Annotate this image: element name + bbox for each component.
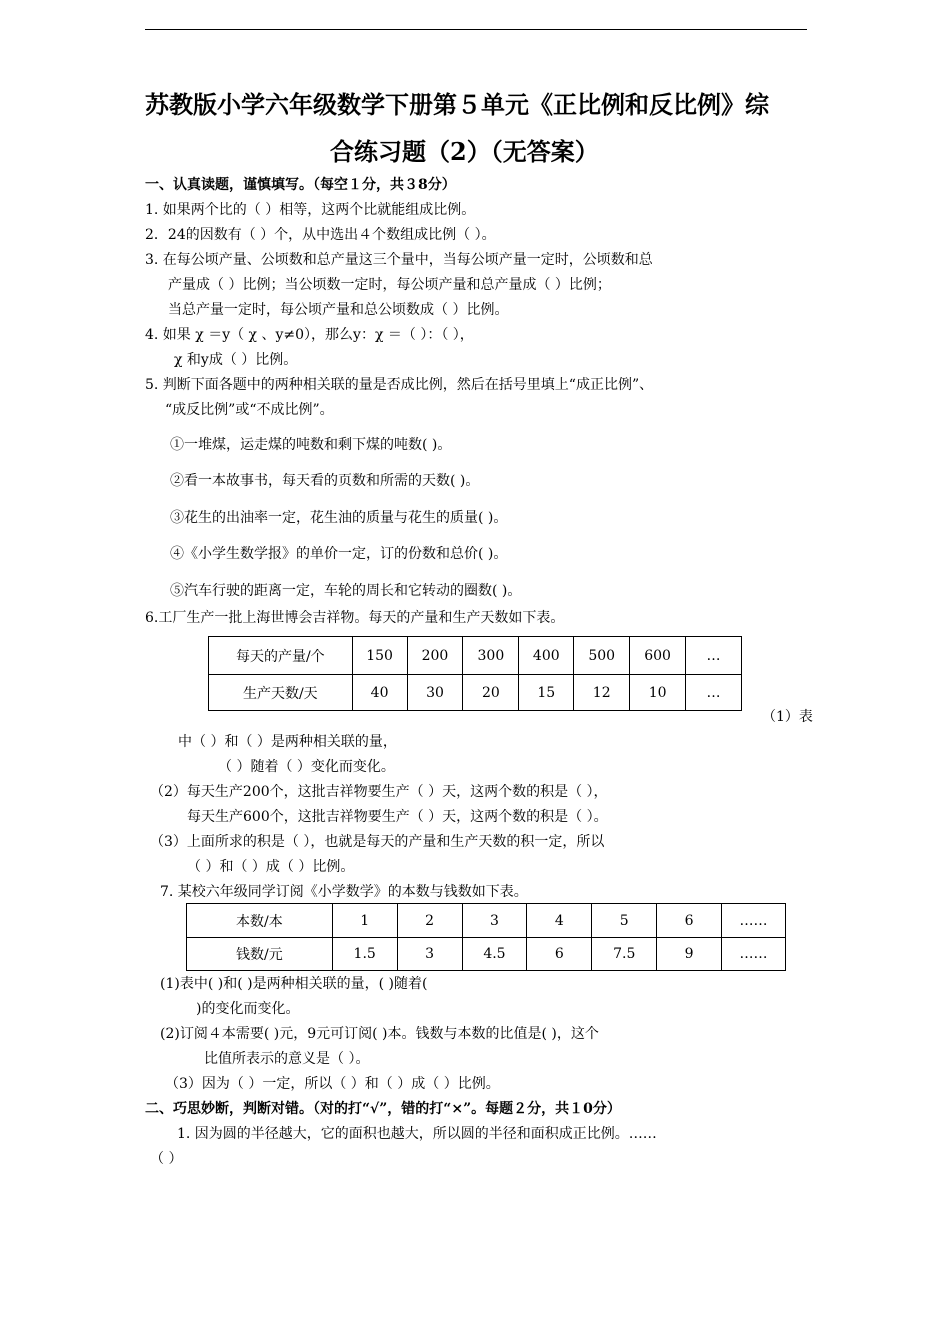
page-title-line1: 苏教版小学六年级数学下册第５单元《正比例和反比例》综: [145, 90, 769, 119]
question-4-line1: 4. 如果 χ ＝y（ χ 、y≠0），那么y：χ ＝（ ）：（ ），: [145, 327, 474, 343]
table-cell: 本数/本: [187, 904, 333, 938]
table-cell: 200: [407, 637, 463, 675]
question-6-part2-line1: （2）每天生产200个，这批吉祥物要生产（ ）天，这两个数的积是（ ），: [150, 784, 608, 800]
table-row: [187, 938, 786, 971]
table-cell: 每天的产量/个: [209, 637, 353, 675]
table-cell: 300: [463, 637, 519, 675]
table-cell: 3: [462, 904, 527, 938]
question-3-line3: 当总产量一定时，每公顷产量和总公顷数成（ ）比例。: [168, 302, 509, 318]
table-row: [187, 904, 786, 938]
question-6-part1-line2: （ ）随着（ ）变化而变化。: [218, 759, 395, 775]
production-table: [208, 636, 742, 711]
question-3-line2: 产量成（ ）比例；当公顷数一定时，每公顷产量和总产量成（ ）比例；: [168, 277, 611, 293]
table-cell: 6: [527, 938, 592, 971]
table-cell: 钱数/元: [187, 938, 333, 971]
question-5-line1: 5. 判断下面各题中的两种相关联的量是否成比例，然后在括号里填上“成正比例”、: [145, 377, 654, 393]
question-7-part1-line2: )的变化而变化。: [196, 1001, 300, 1017]
table-cell: 400: [519, 637, 574, 675]
table-cell: 生产天数/天: [209, 675, 353, 711]
table-cell: 6: [657, 904, 722, 938]
section1-heading: 一、认真读题，谨慎填写。（每空１分，共３8分）: [145, 177, 456, 193]
table-cell: 1.5: [332, 938, 397, 971]
question-5-item: ②看一本故事书，每天看的页数和所需的天数( )。: [170, 473, 480, 489]
question-5-item: ③花生的出油率一定，花生油的质量与花生的质量( )。: [170, 510, 508, 526]
question-6-part1-tail: （1）表: [762, 709, 813, 725]
table-cell: 15: [519, 675, 574, 711]
table-cell: 20: [463, 675, 519, 711]
question-7-part3: （3）因为（ ）一定，所以（ ）和（ ）成（ ）比例。: [165, 1076, 500, 1092]
question-7-part2-line2: 比值所表示的意义是（ ）。: [204, 1051, 370, 1067]
question-7-intro: 7. 某校六年级同学订阅《小学数学》的本数与钱数如下表。: [160, 884, 528, 900]
table-cell: ……: [722, 904, 786, 938]
table-cell: 3: [397, 938, 462, 971]
table-cell: …: [686, 637, 742, 675]
table-cell: 500: [574, 637, 630, 675]
question-6-part2-line2: 每天生产600个，这批吉祥物要生产（ ）天，这两个数的积是（ ）。: [187, 809, 608, 825]
question-1: 1. 如果两个比的（ ）相等，这两个比就能组成比例。: [145, 202, 476, 218]
table-cell: 30: [407, 675, 463, 711]
table-cell: 2: [397, 904, 462, 938]
table-cell: 5: [592, 904, 657, 938]
question-5-item: ⑤汽车行驶的距离一定，车轮的周长和它转动的圈数( )。: [170, 583, 522, 599]
question-7-part1-line1: (1)表中( )和( )是两种相关联的量，( )随着(: [160, 976, 428, 992]
judge-question-1-line1: 1. 因为圆的半径越大，它的面积也越大，所以圆的半径和面积成正比例。……: [177, 1126, 657, 1142]
table-cell: 12: [574, 675, 630, 711]
table-cell: 40: [352, 675, 407, 711]
question-3-line1: 3. 在每公顷产量、公顷数和总产量这三个量中，当每公顷产量一定时，公顷数和总: [145, 252, 653, 268]
table-row: [209, 675, 742, 711]
page-title-line2: 合练习题（2）（无答案）: [330, 137, 599, 166]
subscription-table: [186, 903, 786, 971]
table-cell: 4: [527, 904, 592, 938]
judge-question-1-answer: （ ）: [150, 1151, 183, 1167]
question-6-intro: 6.工厂生产一批上海世博会吉祥物。每天的产量和生产天数如下表。: [145, 610, 565, 626]
question-5-line2: “成反比例”或“不成比例”。: [165, 402, 334, 418]
table-cell: 9: [657, 938, 722, 971]
table-cell: 10: [630, 675, 686, 711]
table-cell: 1: [332, 904, 397, 938]
question-5-item: ④《小学生数学报》的单价一定，订的份数和总价( )。: [170, 546, 508, 562]
question-6-part1-line1: 中（ ）和（ ）是两种相关联的量，: [178, 734, 397, 750]
question-2: 2．24的因数有（ ）个，从中选出４个数组成比例（ ）。: [145, 227, 496, 243]
question-6-part3-line1: （3）上面所求的积是（ ），也就是每天的产量和生产天数的积一定，所以: [150, 834, 605, 850]
table-cell: 4.5: [462, 938, 527, 971]
table-cell: …: [686, 675, 742, 711]
section2-heading: 二、巧思妙断，判断对错。（对的打“√”，错的打“×”。每题２分，共１0分）: [145, 1101, 621, 1117]
table-cell: 7.5: [592, 938, 657, 971]
question-6-part3-line2: （ ）和（ ）成（ ）比例。: [187, 859, 355, 875]
question-5-item: ①一堆煤，运走煤的吨数和剩下煤的吨数( )。: [170, 437, 452, 453]
table-row: [209, 637, 742, 675]
table-cell: 600: [630, 637, 686, 675]
table-cell: 150: [352, 637, 407, 675]
question-4-line2: χ 和y成（ ）比例。: [174, 352, 298, 368]
table-cell: ……: [722, 938, 786, 971]
header-rule: [145, 29, 807, 30]
question-7-part2-line1: (2)订阅４本需要( )元，9元可订阅( )本。钱数与本数的比值是( )，这个: [160, 1026, 599, 1042]
